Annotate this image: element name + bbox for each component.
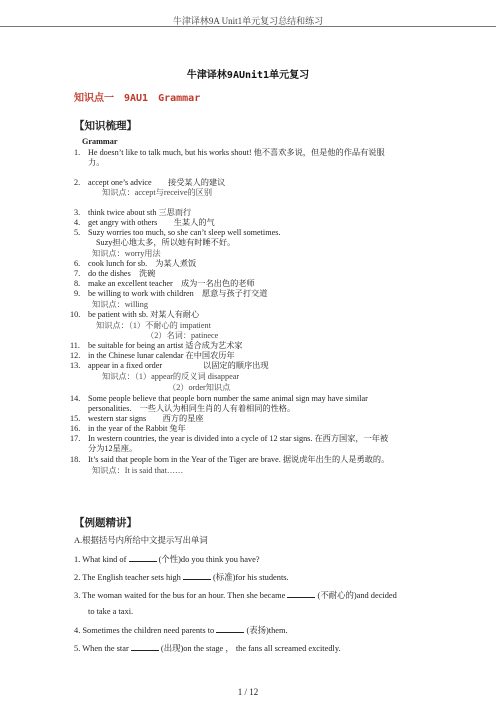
- exercise-item-2: 2. The English teacher sets high (标准)for his students.: [74, 573, 289, 582]
- list-item-1: 1. He doesn’t like to talk much, but his works shout! 他不喜欢多说，但是他的作品有说服: [74, 148, 385, 157]
- list-item-13: 13. appear in a fixed order 以固定的顺序出现: [70, 361, 269, 370]
- knowledge-box-heading: 【知识梳理】: [74, 121, 137, 132]
- list-item-1-cont: 力。: [88, 158, 105, 167]
- answer-blank[interactable]: [129, 554, 157, 562]
- page-number: 1 / 12: [237, 687, 259, 697]
- list-item-14: 14. Some people believe that people born number the same animal sign may have similar: [70, 394, 368, 403]
- knowledge-note: （2）名词：patinece: [146, 331, 219, 340]
- knowledge-note: （2）order知识点: [168, 383, 231, 392]
- answer-blank[interactable]: [183, 572, 211, 580]
- page-header: 牛津译林9A Unit1单元复习总结和练习: [172, 16, 324, 26]
- knowledge-note: 知识点：（1）不耐心的 impatient: [96, 321, 211, 330]
- list-item-10: 10. be patient with sb. 对某人有耐心: [70, 310, 200, 319]
- exercise-item-5: 5. When the star (出现)on the stage ， the fans all screamed excitedly.: [74, 644, 341, 653]
- list-item-14-cont: personalities. 一些人认为相同生肖的人有着相同的性格。: [88, 404, 296, 413]
- list-item-2: 2. accept one’s advice 接受某人的建议: [74, 178, 226, 187]
- knowledge-note: 知识点：willing: [92, 300, 148, 309]
- answer-blank[interactable]: [131, 643, 159, 651]
- grammar-label: Grammar: [82, 137, 118, 146]
- examples-box-heading: 【例题精讲】: [74, 518, 137, 529]
- list-item-3: 3. think twice about sth 三思而行: [74, 208, 192, 217]
- knowledge-note: 知识点：accept与receive的区别: [102, 188, 213, 197]
- header-divider: [0, 26, 496, 27]
- list-item-11: 11. be suitable for being an artist 适合成为艺术家: [70, 341, 243, 350]
- list-item-8: 8. make an excellent teacher 成为一名出色的老师: [74, 279, 255, 288]
- list-item-7: 7. do the dishes 洗碗: [74, 269, 156, 278]
- exercise-item-3-cont: to take a taxi.: [88, 607, 134, 616]
- list-item-6: 6. cook lunch for sb. 为某人煮饭: [74, 259, 197, 268]
- list-item-17-cont: 分为12星座。: [88, 444, 138, 453]
- list-item-15: 15. western star signs 西方的星座: [70, 414, 204, 423]
- exercise-item-1: 1. What kind of (个性)do you think you have?: [74, 555, 260, 564]
- exercise-a-instruction: A.根据括号内所给中文提示写出单词: [74, 536, 208, 545]
- knowledge-note: 知识点：It is said that……: [92, 466, 184, 475]
- answer-blank[interactable]: [287, 590, 315, 598]
- exercise-item-4: 4. Sometimes the children need parents to (表扬)them.: [74, 626, 288, 635]
- list-item-17: 17. In western countries, the year is divided into a cycle of 12 star signs. 在西方国家，一年被: [70, 434, 389, 443]
- section-heading: 知识点一 9AU1 Grammar: [74, 93, 201, 104]
- list-item-5-translation: Suzy担心地太多，所以她有时睡不好。: [96, 238, 236, 247]
- answer-blank[interactable]: [216, 625, 244, 633]
- exercise-item-3: 3. The woman waited for the bus for an hour. Then she became (不耐心的)and decided: [74, 591, 397, 600]
- list-item-5: 5. Suzy worries too much, so she can’t sleep well sometimes.: [74, 228, 281, 237]
- list-item-9: 9. be willing to work with children 愿意与孩子打交道: [74, 289, 268, 298]
- knowledge-note: 知识点：worry用法: [92, 249, 161, 258]
- list-item-16: 16. in the year of the Rabbit 兔年: [70, 424, 186, 433]
- list-item-18: 18. It’s said that people born in the Year of the Tiger are brave. 据说虎年出生的人是勇敢的。: [70, 455, 390, 464]
- list-item-4: 4. get angry with others 生某人的气: [74, 218, 215, 227]
- knowledge-note: 知识点：（1）appear的反义词 disappear: [102, 372, 240, 381]
- list-item-12: 12. in the Chinese lunar calendar 在中国农历年: [70, 351, 235, 360]
- document-title: 牛津译林9AUnit1单元复习: [186, 70, 310, 81]
